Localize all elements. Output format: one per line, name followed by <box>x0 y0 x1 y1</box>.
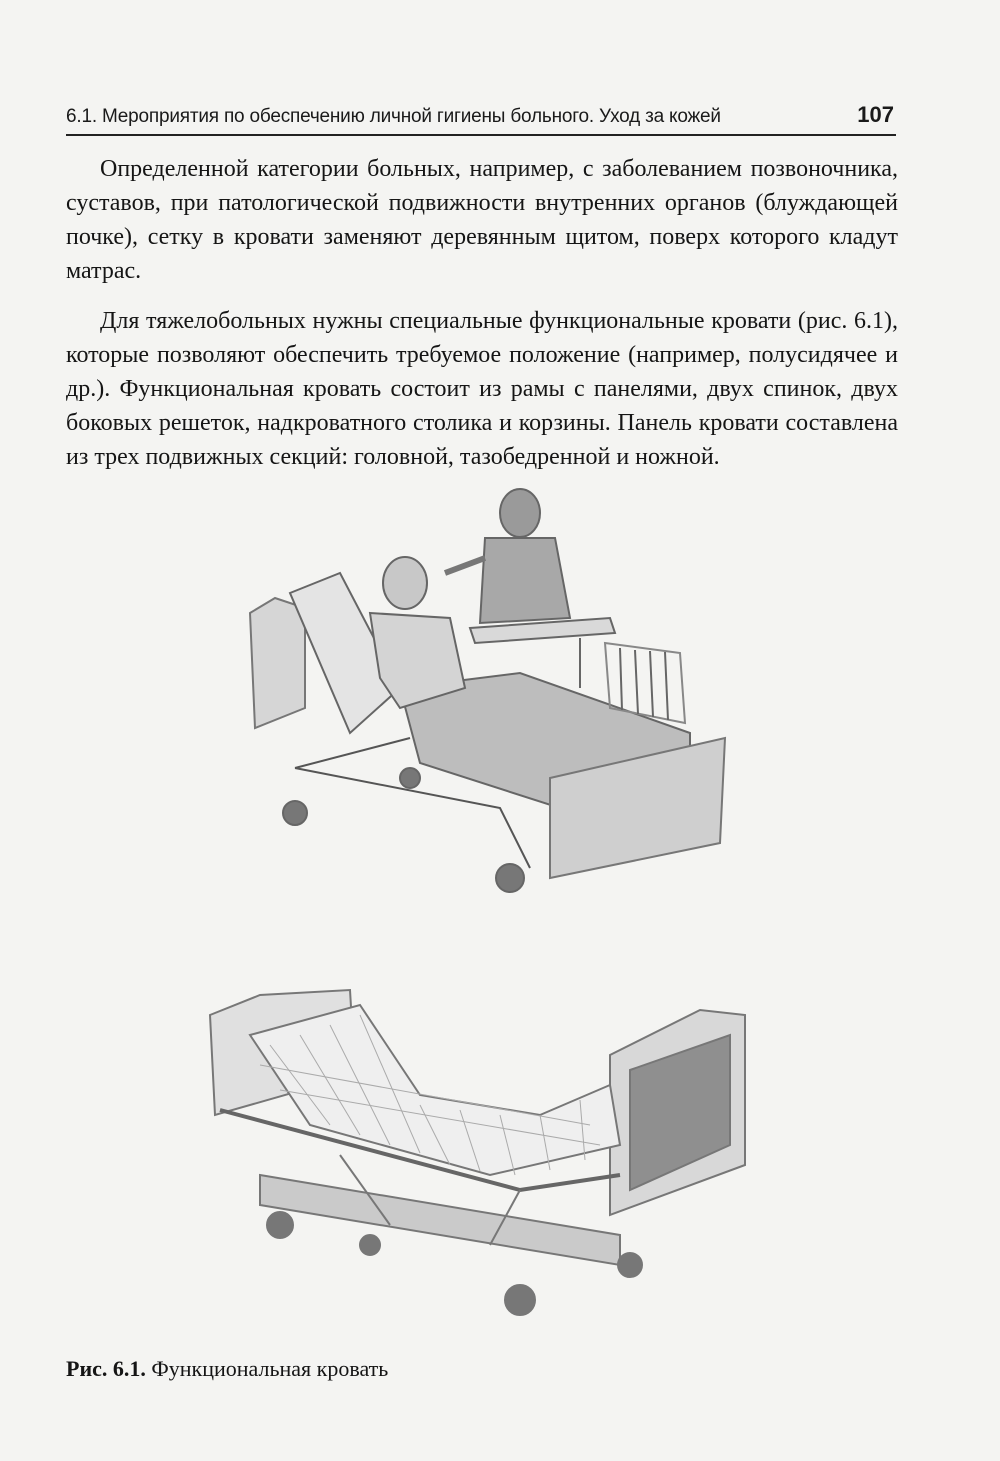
bed-with-patient-and-nurse-photo <box>230 478 750 908</box>
paragraph: Определенной категории больных, например, с заболеванием позвоночника, суставов, при патологической подвижности внутренних органов (блуждающей почке), сетку в кровати заменяют деревянным щитом, поверх которого кладут матрас. <box>66 156 898 284</box>
empty-bed-frame-photo <box>190 975 760 1345</box>
running-head <box>66 100 896 136</box>
paragraph: Для тяжелобольных нужны специальные функциональные кровати (рис. 6.1), которые позволяют обеспечить требуемое положение (например, полусидячее и др.). Функциональная кровать состоит из рамы с панелями, двух спинок, двух боковых решеток, надкроватного столика и корзины. Панель кровати составлена из трех подвижных секций: головной, тазобедренной и ножной. <box>66 308 898 470</box>
figure-label: Рис. 6.1. <box>66 1356 146 1381</box>
chapter-title: 6.1. Мероприятия по обеспечению личной гигиены больного. Уход за кожей <box>66 106 721 127</box>
figure-caption <box>66 1356 388 1382</box>
figure-caption-text: Функциональная кровать <box>151 1356 389 1381</box>
page-number: 107 <box>857 102 894 127</box>
body-text <box>66 152 898 490</box>
